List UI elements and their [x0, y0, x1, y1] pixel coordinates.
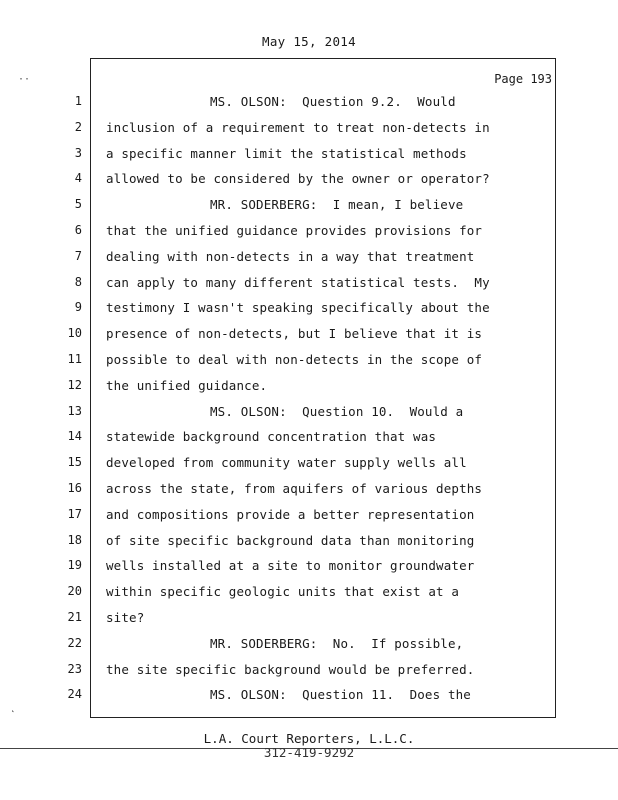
line-number: 13: [67, 404, 82, 418]
header-date: May 15, 2014: [262, 34, 356, 49]
line-number: 24: [67, 687, 82, 701]
transcript-line-text: statewide background concentration that was: [106, 429, 437, 444]
transcript-line-text: the unified guidance.: [106, 378, 268, 393]
transcript-line-text: presence of non-detects, but I believe that it is: [106, 326, 483, 341]
transcript-line-text: of site specific background data than monitoring: [106, 533, 475, 548]
line-number: 1: [74, 94, 82, 108]
transcript-line-text: developed from community water supply wells all: [106, 455, 467, 470]
line-number: 23: [67, 662, 82, 676]
line-number: 22: [67, 636, 82, 650]
line-number: 11: [67, 352, 82, 366]
line-number: 20: [67, 584, 82, 598]
transcript-line-text: dealing with non-detects in a way that treatment: [106, 249, 475, 264]
page-number-label: Page 193: [494, 72, 552, 86]
transcript-line-text: the site specific background would be preferred.: [106, 662, 475, 677]
transcript-line-text: MR. SODERBERG: No. If possible,: [210, 636, 464, 651]
line-number: 19: [67, 558, 82, 572]
transcript-line-text: possible to deal with non-detects in the scope of: [106, 352, 483, 367]
transcript-line-text: MS. OLSON: Question 11. Does the: [210, 687, 471, 702]
line-number: 8: [74, 275, 82, 289]
line-number: 17: [67, 507, 82, 521]
line-number: 2: [74, 120, 82, 134]
transcript-line-text: can apply to many different statistical tests. My: [106, 275, 490, 290]
line-number: 9: [74, 300, 82, 314]
transcript-line-text: site?: [106, 610, 145, 625]
line-number: 15: [67, 455, 82, 469]
transcript-line-text: a specific manner limit the statistical methods: [106, 146, 467, 161]
line-number: 21: [67, 610, 82, 624]
line-number: 10: [67, 326, 82, 340]
transcript-line-text: that the unified guidance provides provisions for: [106, 223, 483, 238]
line-number: 5: [74, 197, 82, 211]
transcript-line-text: inclusion of a requirement to treat non-detects in: [106, 120, 490, 135]
line-number: 6: [74, 223, 82, 237]
footer-company: L.A. Court Reporters, L.L.C.: [203, 731, 415, 746]
line-number: 18: [67, 533, 82, 547]
transcript-line-text: testimony I wasn't speaking specifically about the: [106, 300, 490, 315]
line-number: 12: [67, 378, 82, 392]
transcript-line-text: MR. SODERBERG: I mean, I believe: [210, 197, 464, 212]
transcript-line-text: MS. OLSON: Question 10. Would a: [210, 404, 464, 419]
transcript-line-text: MS. OLSON: Question 9.2. Would: [210, 94, 456, 109]
transcript-line-text: across the state, from aquifers of various depths: [106, 481, 483, 496]
line-number: 4: [74, 171, 82, 185]
line-number: 7: [74, 249, 82, 263]
transcript-line-text: wells installed at a site to monitor groundwater: [106, 558, 475, 573]
line-number: 14: [67, 429, 82, 443]
line-number: 3: [74, 146, 82, 160]
scan-speck: ··: [18, 74, 31, 85]
line-number: 16: [67, 481, 82, 495]
transcript-line-text: allowed to be considered by the owner or operator?: [106, 171, 490, 186]
transcript-line-text: within specific geologic units that exist at a: [106, 584, 460, 599]
transcript-line-text: and compositions provide a better representation: [106, 507, 475, 522]
scan-speck: ˛: [10, 702, 17, 713]
footer-phone: 312-419-9292: [263, 745, 355, 760]
